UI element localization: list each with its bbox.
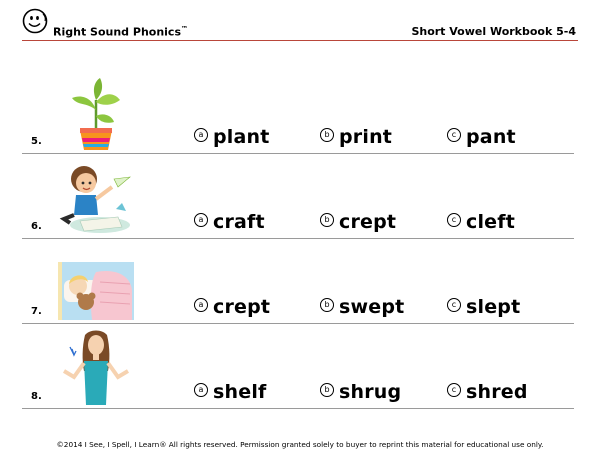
choice-letter-bubble[interactable]: c — [447, 213, 461, 227]
item-number: 6. — [31, 221, 42, 232]
brand-name: Right Sound Phonics™ — [53, 25, 188, 39]
choice-word: cleft — [466, 211, 516, 233]
item-number: 8. — [31, 391, 42, 402]
choice-option[interactable] — [447, 211, 515, 235]
choice-word: pant — [466, 126, 516, 148]
choice-option[interactable] — [320, 381, 401, 405]
choice-letter-bubble[interactable]: b — [320, 383, 334, 397]
choice-word: crept — [213, 296, 271, 318]
item-number: 5. — [31, 136, 42, 147]
choice-letter-bubble[interactable]: c — [447, 298, 461, 312]
child-sleeping-icon — [56, 242, 136, 322]
potted-plant-icon — [56, 72, 136, 152]
choice-word: crept — [339, 211, 397, 233]
choice-option[interactable] — [194, 126, 270, 150]
smiley-logo-icon — [22, 8, 48, 34]
choice-option[interactable] — [194, 296, 270, 320]
choice-word: plant — [213, 126, 270, 148]
choice-word: swept — [339, 296, 405, 318]
choice-letter-bubble[interactable]: a — [194, 383, 208, 397]
item-number: 7. — [31, 306, 42, 317]
choice-letter-bubble[interactable]: b — [320, 213, 334, 227]
choice-option[interactable] — [194, 381, 267, 405]
choice-word: shelf — [213, 381, 267, 403]
choice-option[interactable] — [447, 381, 528, 405]
choice-letter-bubble[interactable]: c — [447, 383, 461, 397]
choice-word: slept — [466, 296, 521, 318]
choice-word: craft — [213, 211, 265, 233]
choice-word: print — [339, 126, 393, 148]
woman-shrugging-icon — [56, 327, 136, 407]
exercise-row — [22, 69, 574, 154]
exercise-row — [22, 239, 574, 324]
exercise-row — [22, 324, 574, 409]
choice-option[interactable] — [447, 126, 516, 150]
page-header — [0, 0, 600, 46]
exercise-row — [22, 154, 574, 239]
workbook-title: Short Vowel Workbook 5-4 — [411, 25, 576, 38]
copyright-footer: ©2014 I See, I Spell, I Learn® All rights reserved. Permission granted solely to buyer to reprint this material for educational use only. — [56, 440, 544, 449]
choice-word: shred — [466, 381, 528, 403]
choice-option[interactable] — [320, 296, 404, 320]
choice-letter-bubble[interactable]: a — [194, 213, 208, 227]
choice-option[interactable] — [194, 211, 265, 235]
child-doing-craft-icon — [56, 157, 136, 237]
choice-option[interactable] — [447, 296, 520, 320]
choice-letter-bubble[interactable]: a — [194, 298, 208, 312]
choice-letter-bubble[interactable]: b — [320, 298, 334, 312]
choice-letter-bubble[interactable]: b — [320, 128, 334, 142]
choice-letter-bubble[interactable]: a — [194, 128, 208, 142]
choice-letter-bubble[interactable]: c — [447, 128, 461, 142]
choice-option[interactable] — [320, 126, 392, 150]
header-divider — [22, 40, 578, 41]
row-divider — [22, 408, 574, 409]
choice-word: shrug — [339, 381, 402, 403]
choice-option[interactable] — [320, 211, 396, 235]
